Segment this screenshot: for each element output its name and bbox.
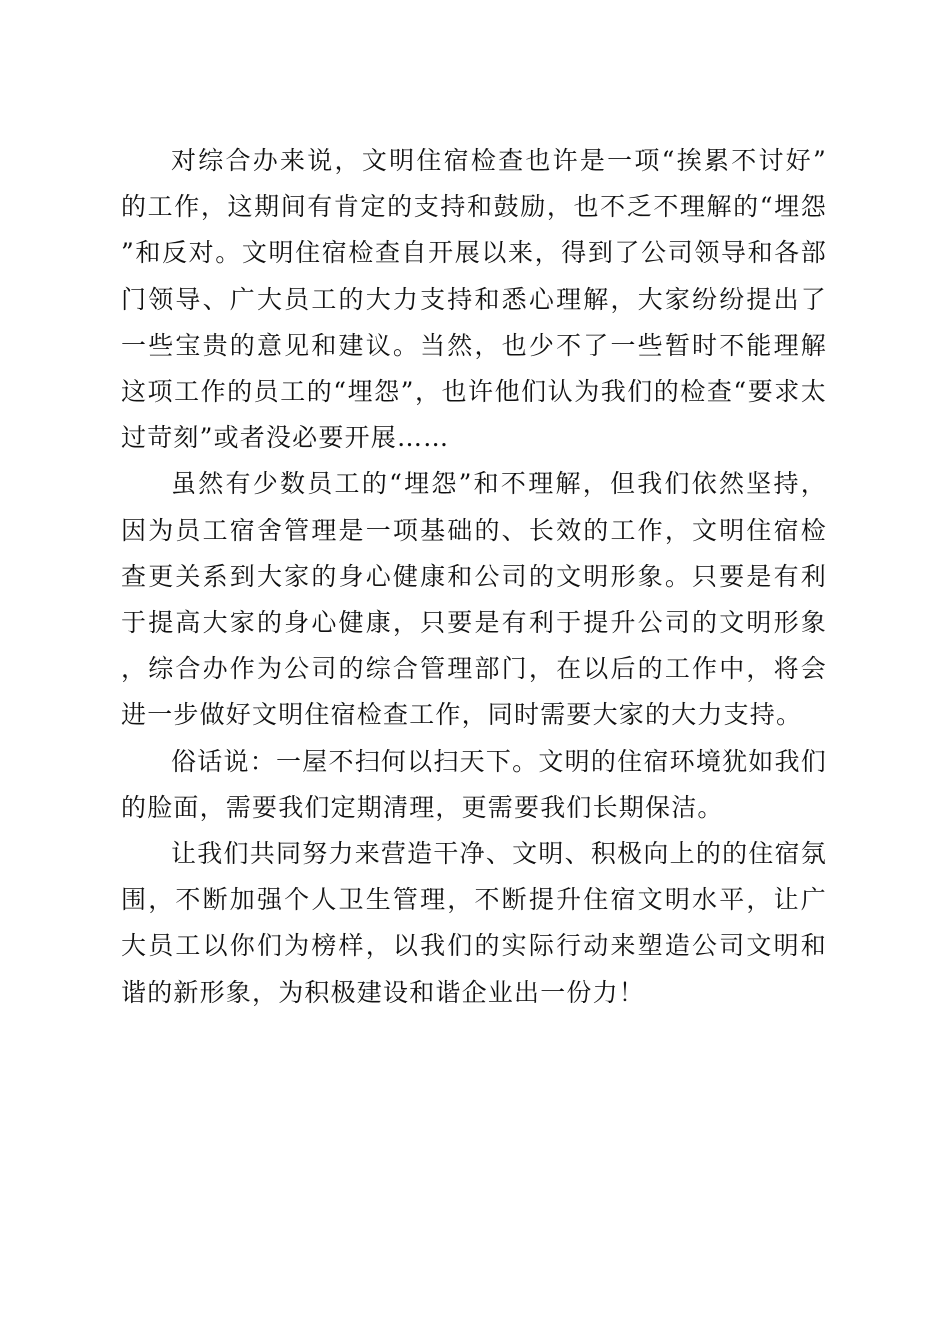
paragraph-4: 让我们共同努力来营造干净、文明、积极向上的的住宿氛围，不断加强个人卫生管理，不断提升住宿文明水平，让广大员工以你们为榜样，以我们的实际行动来塑造公司文明和谐的新形象，为积极建设和谐企业出一份力！ [121, 839, 827, 1007]
paragraph-1: 对综合办来说，文明住宿检查也许是一项“挨累不讨好”的工作，这期间有肯定的支持和鼓励，也不乏不理解的“埋怨”和反对。文明住宿检查自开展以来，得到了公司领导和各部门领导、广大员工的大力支持和悉心理解，大家纷纷提出了一些宝贵的意见和建议。当然，也少不了一些暂时不能理解这项工作的员工的“埋怨”，也许他们认为我们的检查“要求太过苛刻”或者没必要开展…… [121, 146, 827, 453]
paragraph-2: 虽然有少数员工的“埋怨”和不理解，但我们依然坚持，因为员工宿舍管理是一项基础的、长效的工作，文明住宿检查更关系到大家的身心健康和公司的文明形象。只要是有利于提高大家的身心健康，只要是有利于提升公司的文明形象，综合办作为公司的综合管理部门，在以后的工作中，将会进一步做好文明住宿检查工作，同时需要大家的大力支持。 [121, 469, 827, 730]
document-page [121, 138, 827, 1016]
paragraph-3: 俗话说：一屋不扫何以扫天下。文明的住宿环境犹如我们的脸面，需要我们定期清理，更需要我们长期保洁。 [121, 746, 827, 822]
